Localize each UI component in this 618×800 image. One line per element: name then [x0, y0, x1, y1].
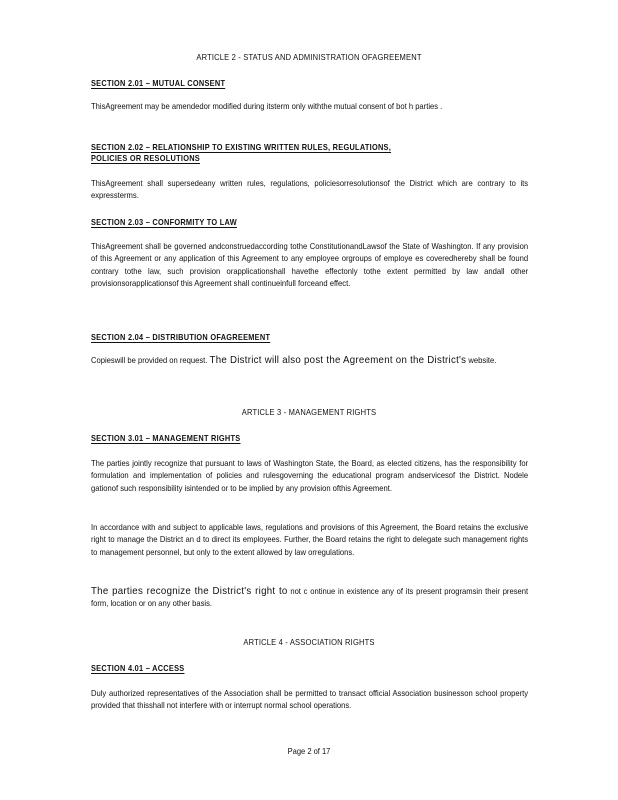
- section-2-01-heading: SECTION 2.01 – MUTUAL CONSENT: [91, 79, 226, 88]
- section-3-01-heading: SECTION 3.01 – MANAGEMENT RIGHTS: [91, 434, 241, 443]
- section-2-03-heading: SECTION 2.03 – CONFORMITY TO LAW: [91, 218, 237, 227]
- section-2-02-heading-line1: SECTION 2.02 – RELATIONSHIP TO EXISTING WRITTEN RULES, REGULATIONS,: [91, 143, 392, 152]
- section-4-01-heading: SECTION 4.01 – ACCESS: [91, 664, 185, 673]
- section-2-04-text-large: The District will also post the Agreement on the District's: [209, 355, 467, 366]
- section-3-01-paragraph-3-rest: not c ontinue in existence any of its present programsin their present form, location or on any other basis.: [91, 587, 529, 609]
- section-3-01-paragraph-3: [91, 586, 528, 611]
- section-2-04-paragraph: [91, 355, 528, 367]
- article-3-heading: ARTICLE 3 - MANAGEMENT RIGHTS: [241, 408, 377, 417]
- section-2-02-text: ThisAgreement shall supersedeany written rules, regulations, policiesorresolutionsof the District which are contrary to its expressterms.: [91, 179, 529, 201]
- page-number-footer: Page 2 of 17: [287, 747, 331, 756]
- section-3-01-paragraph-3-large: The parties recognize the District's right to: [91, 586, 288, 597]
- section-4-01-text: Duly authorized representatives of the Association shall be permitted to transact official Association businesson school property provided that thisshall not interfere with or interrupt normal school operations.: [91, 689, 529, 711]
- section-3-01-paragraph-2: In accordance with and subject to applicable laws, regulations and provisions of this Agreement, the Board retains the exclusive right to manage the District an d to direct its employees. Further, the Board retains the right to delegate such management rights to management personnel, but only to the extent allowed by law orregulations.: [91, 523, 529, 557]
- section-2-04-text-small: Copieswill be provided on request.: [91, 356, 208, 365]
- section-3-01-paragraph-1: The parties jointly recognize that pursuant to laws of Washington State, the Board, as elected citizens, has the responsibility for formulation and implementation of policies and rulesgoverning the educational program andservicesof the District. Nodele gationof such responsibility isintended or to be implied by any provision ofthis Agreement.: [91, 459, 529, 493]
- section-2-02-heading-line2: POLICIES OR RESOLUTIONS: [91, 154, 200, 163]
- section-2-04-text-tail: website.: [468, 356, 497, 365]
- section-2-03-text: ThisAgreement shall be governed andconstruedaccording tothe ConstitutionandLawsof the State of Washington. If any provision of this Agreement or any application of this Agreement to any employee orgroups of employe es coveredhereby shall be found contrary tothe law, such provision orapplicationshall havethe effectonly tothe extent permitted by law andall other provisionsorapplicationsof this Agreement shall continueinfull forceand effect.: [91, 242, 529, 288]
- article-4-heading: ARTICLE 4 - ASSOCIATION RIGHTS: [243, 638, 375, 647]
- section-2-04-heading: SECTION 2.04 – DISTRIBUTION OFAGREEMENT: [91, 333, 271, 342]
- article-2-heading: ARTICLE 2 - STATUS AND ADMINISTRATION OFAGREEMENT: [196, 53, 422, 62]
- section-2-01-text: ThisAgreement may be amendedor modified during itsterm only withthe mutual consent of bot h parties .: [91, 102, 443, 111]
